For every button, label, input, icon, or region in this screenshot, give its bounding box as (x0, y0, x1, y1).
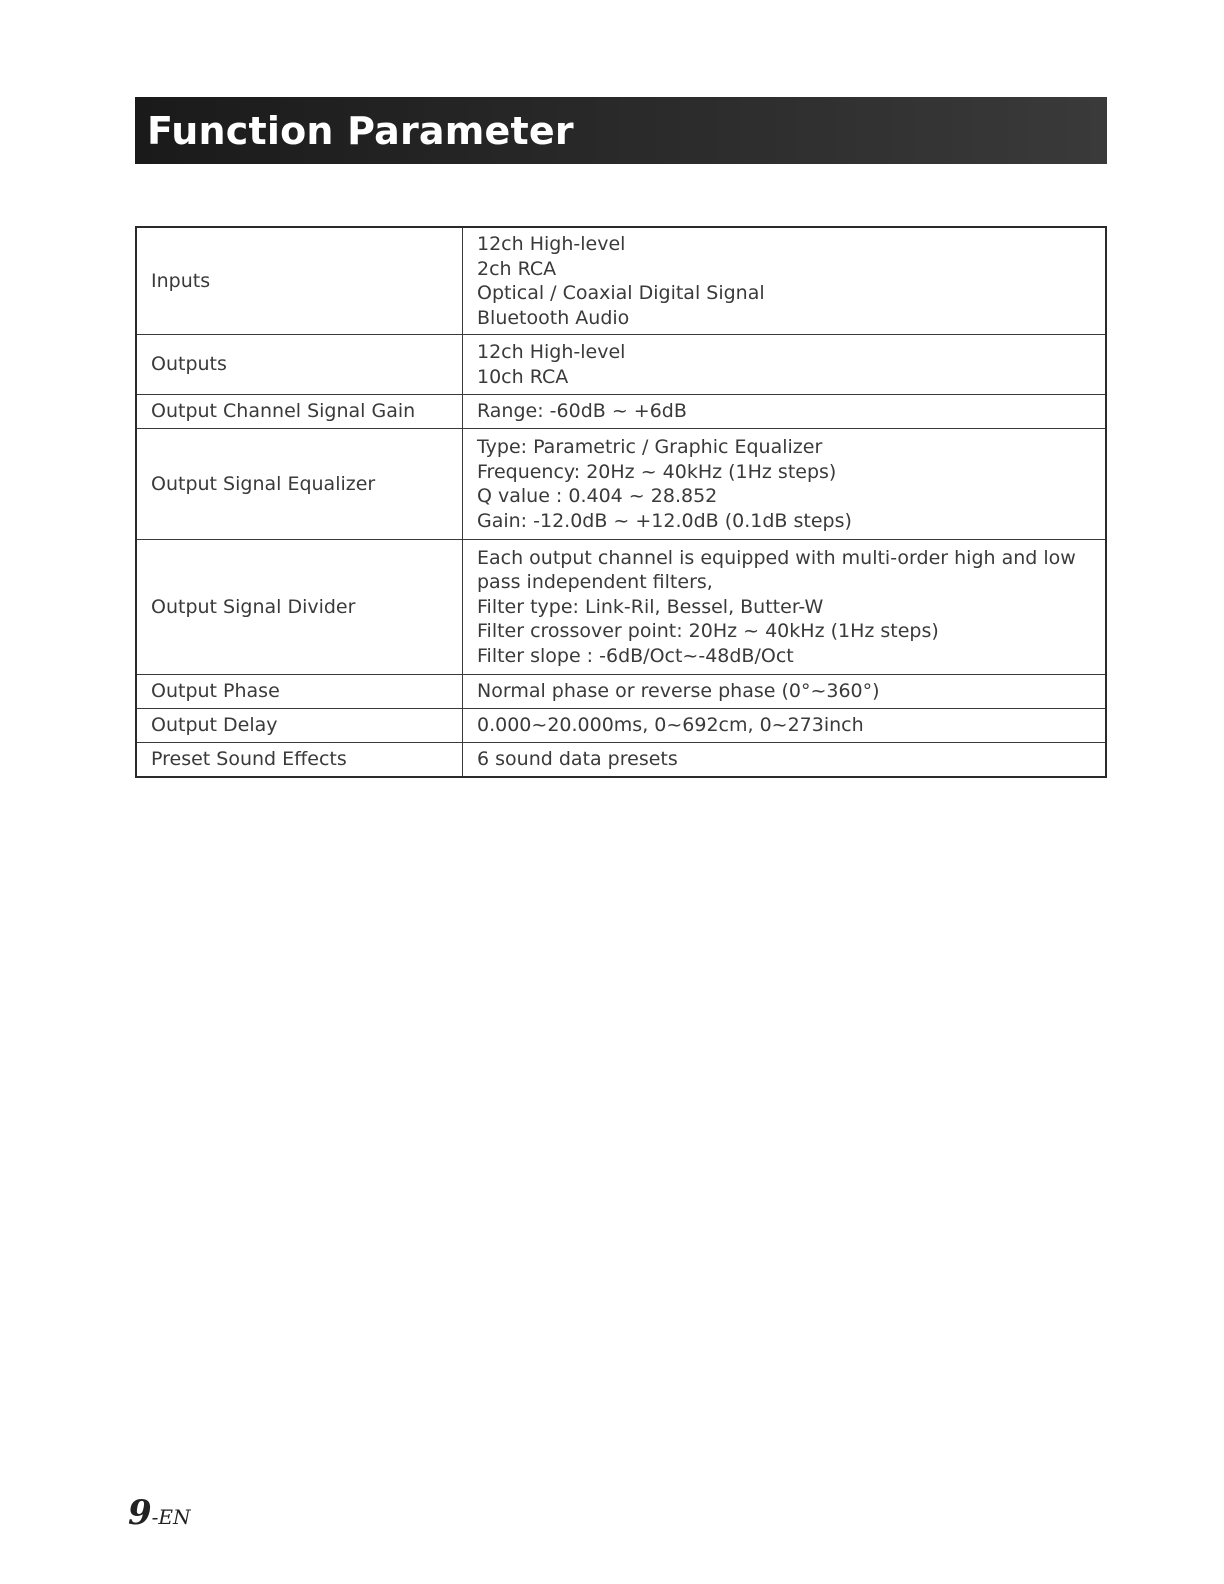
value-line: 12ch High-level (477, 341, 626, 363)
value-line: Filter crossover point: 20Hz ~ 40kHz (1Hz steps) (477, 620, 939, 643)
param-value (463, 675, 1107, 709)
value-line: 12ch High-level (477, 233, 626, 255)
value-line: Filter slope : -6dB/Oct~-48dB/Oct (477, 644, 794, 667)
param-label: Output Channel Signal Gain (136, 395, 463, 429)
param-label: Output Phase (136, 675, 463, 709)
value-line: Each output channel is equipped with multi-order high and low pass independent filters, (477, 546, 1076, 594)
param-value (463, 335, 1107, 395)
param-value (463, 709, 1107, 743)
table-row (136, 675, 1106, 709)
table-row (136, 709, 1106, 743)
page-title: Function Parameter (147, 108, 574, 153)
value-line: Range: -60dB ~ +6dB (477, 400, 687, 423)
page-number (128, 1493, 191, 1533)
param-label: Output Signal Divider (136, 540, 463, 675)
table-row (136, 227, 1106, 335)
param-value (463, 227, 1107, 335)
page-language-suffix: -EN (151, 1505, 191, 1529)
table-row (136, 335, 1106, 395)
value-line: Q value : 0.404 ~ 28.852 (477, 485, 718, 507)
value-line: Optical / Coaxial Digital Signal (477, 282, 765, 304)
table-row (136, 540, 1106, 675)
param-label: Output Delay (136, 709, 463, 743)
table-row (136, 429, 1106, 540)
table-row (136, 395, 1106, 429)
value-line: Type: Parametric / Graphic Equalizer (477, 436, 823, 458)
table-row (136, 743, 1106, 777)
value-line: 10ch RCA (477, 365, 569, 388)
value-line: 0.000~20.000ms, 0~692cm, 0~273inch (477, 714, 864, 737)
value-line: Frequency: 20Hz ~ 40kHz (1Hz steps) (477, 460, 837, 483)
param-label: Preset Sound Effects (136, 743, 463, 777)
value-line: 6 sound data presets (477, 748, 678, 770)
value-line: Bluetooth Audio (477, 306, 630, 329)
param-label: Inputs (136, 227, 463, 335)
param-label: Output Signal Equalizer (136, 429, 463, 540)
value-line: Filter type: Link-Ril, Bessel, Butter-W (477, 595, 824, 618)
param-value (463, 743, 1107, 777)
value-line: 2ch RCA (477, 257, 557, 280)
page-number-digit: 9 (128, 1493, 152, 1533)
value-line: Normal phase or reverse phase (0°~360°) (477, 680, 880, 703)
param-value (463, 540, 1107, 675)
section-header (135, 97, 1107, 164)
value-line: Gain: -12.0dB ~ +12.0dB (0.1dB steps) (477, 509, 852, 532)
param-label: Outputs (136, 335, 463, 395)
param-value (463, 395, 1107, 429)
function-parameter-table (135, 226, 1107, 778)
param-value (463, 429, 1107, 540)
